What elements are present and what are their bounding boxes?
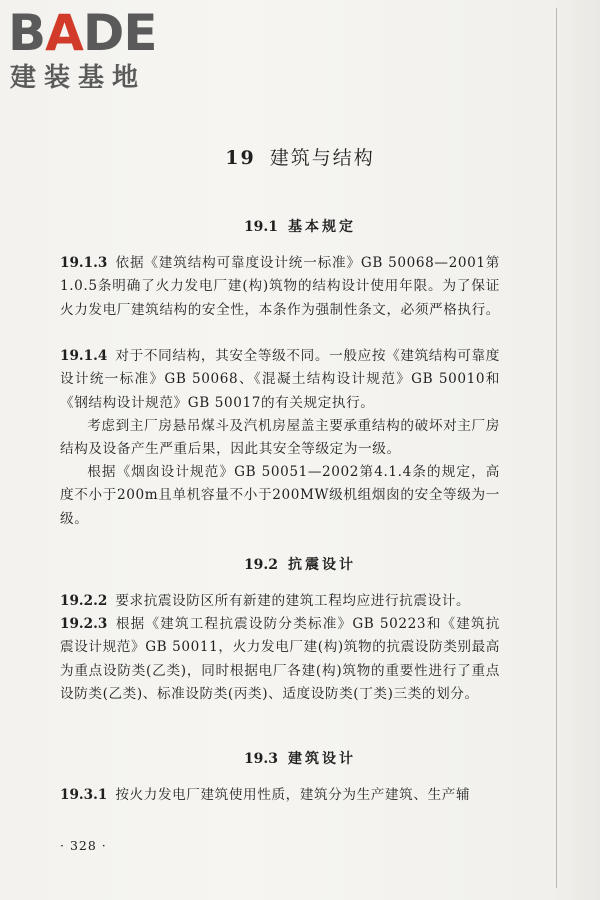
clause-19-2-2 (60, 590, 500, 613)
clause-text: 按火力发电厂建筑使用性质，建筑分为生产建筑、生产辅 (115, 787, 471, 803)
clause-number: 19.1.3 (60, 255, 108, 271)
page-number: · 328 · (60, 838, 107, 853)
clause-text: 根据《建筑工程抗震设防分类标准》GB 50223和《建筑抗震设计规范》GB 50011，火力发电厂建(构)筑物的抗震设防类别最高为重点设防类(乙类)，同时根据电厂各建(构)筑物的重要性进行了重点设防类(乙类)、标准设防类(丙类)、适度设防类(丁类)三类的划分。 (60, 616, 500, 702)
clause-19-1-3 (60, 252, 500, 322)
clause-number: 19.2.3 (60, 616, 108, 632)
clause-number: 19.1.4 (60, 348, 108, 364)
clause-19-1-4 (60, 345, 500, 415)
section-heading-19-1: 19.1 基本规定 (243, 219, 357, 235)
chapter-number: 19 (225, 147, 256, 169)
clause-text: 要求抗震设防区所有新建的建筑工程均应进行抗震设计。 (115, 593, 471, 609)
logo-subtitle: 建装基地 (10, 63, 147, 93)
clause-text: 依据《建筑结构可靠度设计统一标准》GB 50068—2001第1.0.5条明确了火力发电厂建(构)筑物的结构设计使用年限。为了保证火力发电厂建筑结构的安全性，本条作为强制性条文，必须严格执行。 (60, 255, 501, 318)
logo-wordmark: BADE (8, 4, 157, 62)
clause-number: 19.3.1 (60, 787, 108, 803)
clause-19-2-3 (60, 613, 500, 706)
paragraph-main-building: 考虑到主厂房悬吊煤斗及汽机房屋盖主要承重结构的破坏对主厂房结构及设备产生严重后果，因此其安全等级定为一级。 (60, 418, 500, 458)
chapter-title (0, 143, 600, 170)
clause-19-3-1 (60, 784, 500, 807)
chapter-name: 建筑与结构 (269, 147, 375, 169)
watermark-logo (8, 4, 188, 96)
clause-number: 19.2.2 (60, 593, 108, 609)
section-heading-19-3: 19.3 建筑设计 (243, 751, 357, 767)
clause-text: 对于不同结构，其安全等级不同。一般应按《建筑结构可靠度设计统一标准》GB 50068、《混凝土结构设计规范》GB 50010和《钢结构设计规范》GB 50017的有关规定执行。 (60, 348, 500, 411)
section-heading-19-2: 19.2 抗震设计 (243, 557, 357, 573)
paragraph-chimney: 根据《烟囱设计规范》GB 50051—2002第4.1.4条的规定，高度不小于200m且单机容量不小于200MW级机组烟囱的安全等级为一级。 (60, 464, 500, 527)
